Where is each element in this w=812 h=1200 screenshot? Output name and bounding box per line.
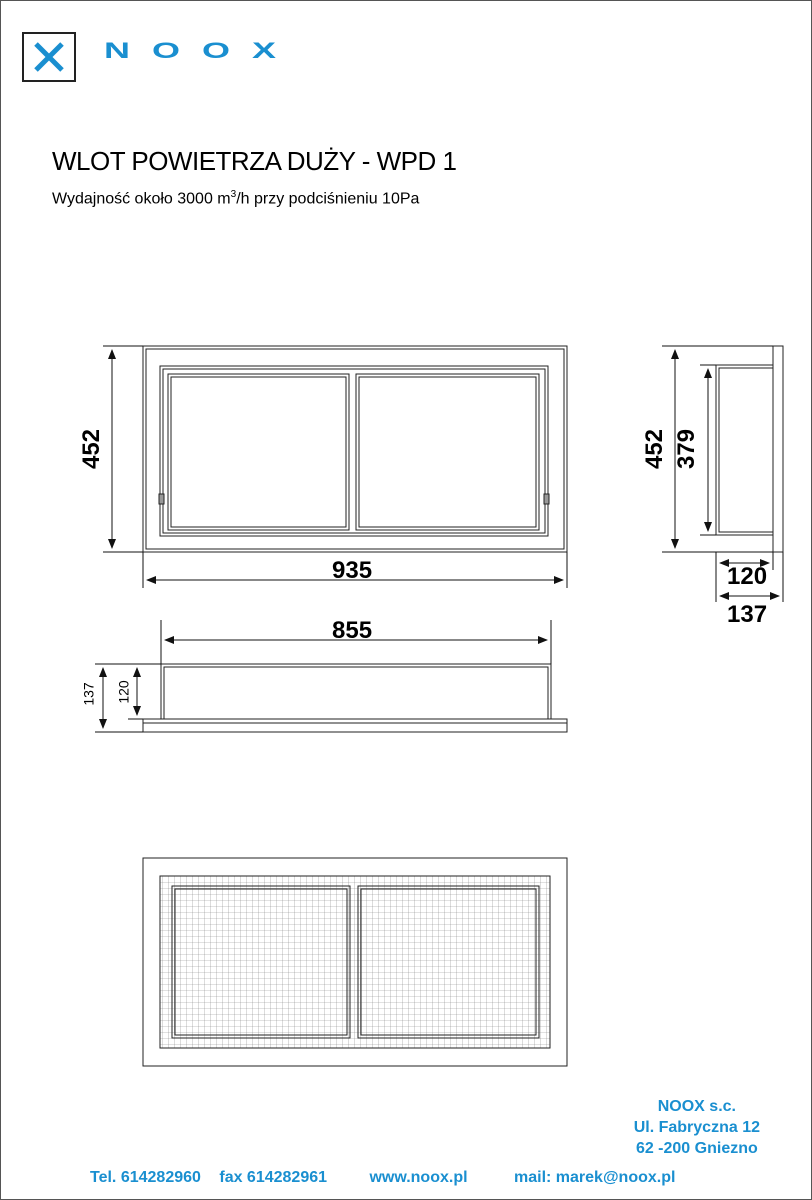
- footer-contact: [90, 1168, 675, 1188]
- dim-side-depth-outer: 137: [727, 601, 768, 628]
- bottom-view: [143, 664, 567, 732]
- subtitle-suffix: /h przy podciśnieniu 10Pa: [236, 190, 420, 208]
- company-street: Ul. Fabryczna 12: [633, 1119, 760, 1136]
- dim-front-height: 452: [78, 428, 106, 470]
- dim-front-width: 935: [332, 557, 373, 584]
- footer-fax: fax 614282961: [219, 1169, 328, 1186]
- dim-side-outer-height: 452: [641, 428, 669, 470]
- dim-bottom-inner-height: 120: [115, 680, 132, 704]
- footer-web-link[interactable]: www.noox.pl: [369, 1169, 468, 1186]
- dim-bottom-outer-height: 137: [80, 682, 97, 706]
- front-height-dimension: [103, 346, 143, 552]
- bottom-dimensions: [95, 617, 551, 732]
- footer-tel: Tel. 614282960: [90, 1169, 201, 1186]
- dim-side-depth-inner: 120: [727, 563, 768, 590]
- front-view: [143, 346, 567, 552]
- footer-mail-link[interactable]: mail: marek@noox.pl: [514, 1169, 676, 1186]
- rear-view: [143, 858, 567, 1066]
- company-address: [634, 1096, 760, 1159]
- company-name: NOOX s.c.: [657, 1098, 736, 1115]
- subtitle-superscript: 3: [230, 189, 237, 200]
- logo-text: NOOX: [104, 37, 299, 63]
- dim-side-inner-height: 379: [673, 428, 701, 470]
- company-city: 62 -200 Gniezno: [635, 1140, 758, 1157]
- page-title: WLOT POWIETRZA DUŻY - WPD 1: [52, 146, 457, 176]
- side-view: [716, 346, 783, 552]
- subtitle-prefix: Wydajność około 3000 m: [52, 190, 231, 208]
- dim-bottom-width: 855: [332, 617, 373, 644]
